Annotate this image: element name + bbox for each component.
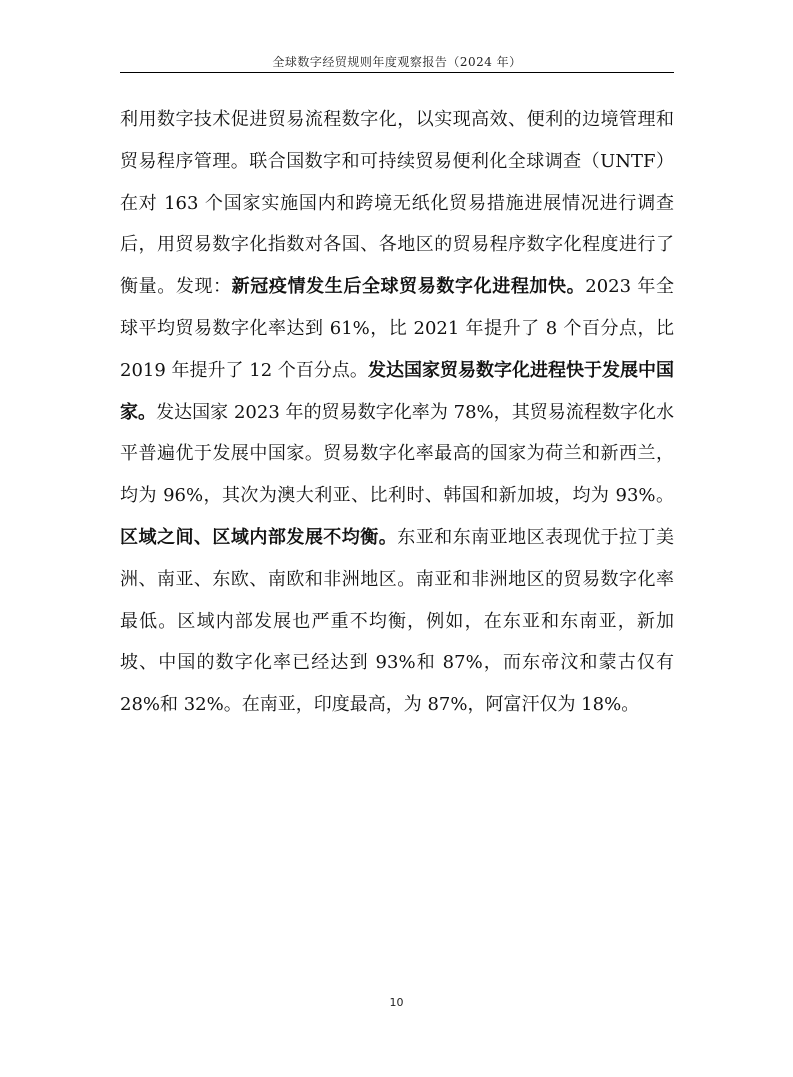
bold-finding-3: 区域之间、区域内部发展不均衡。 (120, 526, 398, 548)
bold-finding-2: 发达国家贸易数字化进程快于发展中国家。 (120, 359, 674, 423)
text-segment-3: 发达国家 2023 年的贸易数字化率为 78%，其贸易流程数字化水平普遍优于发展中国家。贸易数字化率最高的国家为荷兰和新西兰，均为 96%，其次为澳大利亚、比利时、韩国和新加坡，均为 93%。 (120, 401, 675, 507)
bold-finding-1: 新冠疫情发生后全球贸易数字化进程加快。 (231, 276, 586, 298)
text-segment-2: 2023 年全球平均贸易数字化率达到 61%，比 2021 年提升了 8 个百分点，比 2019 年提升了 12 个百分点。 (120, 276, 675, 381)
page-number: 10 (389, 996, 404, 1009)
body-paragraph (120, 99, 674, 726)
text-segment-4: 东亚和东南亚地区表现优于拉丁美洲、南亚、东欧、南欧和非洲地区。南亚和非洲地区的贸易数字化率最低。区域内部发展也严重不均衡，例如，在东亚和东南亚，新加坡、中国的数字化率已经达到 93%和 87%，而东帝汶和蒙古仅有 28%和 32%。在南亚，印度最高，为 87%，阿富汗仅为 18%。 (120, 526, 675, 716)
running-header: 全球数字经贸规则年度观察报告（2024 年） (272, 55, 522, 69)
header-divider (120, 72, 674, 73)
text-segment-1: 利用数字技术促进贸易流程数字化，以实现高效、便利的边境管理和贸易程序管理。联合国数字和可持续贸易便利化全球调查（UNTF）在对 163 个国家实施国内和跨境无纸化贸易措施进展情况进行调查后，用贸易数字化指数对各国、各地区的贸易程序数字化程度进行了衡量。发现： (120, 109, 674, 298)
